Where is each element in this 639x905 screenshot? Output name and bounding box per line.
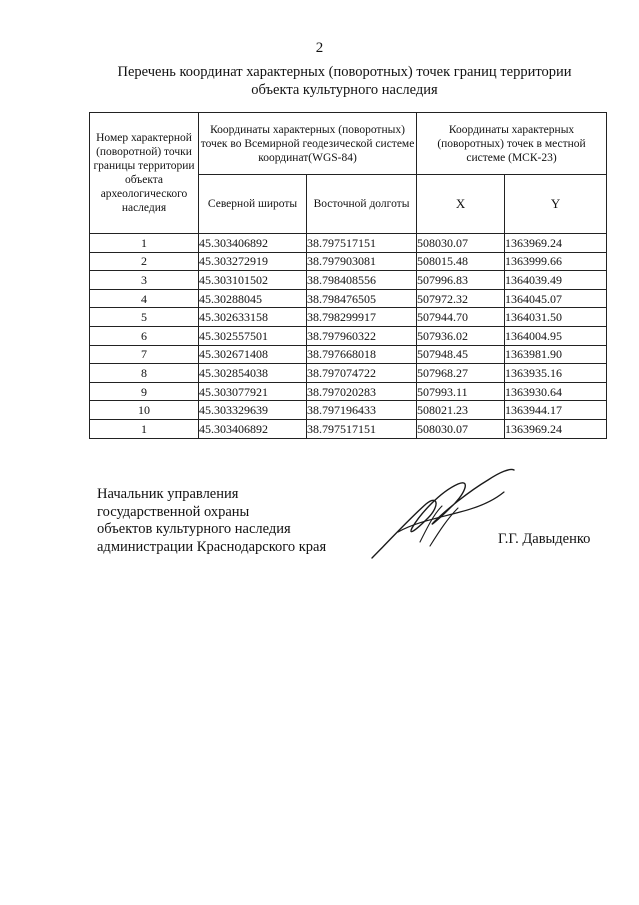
table-row [90,234,607,253]
point-number-cell: 9 [90,382,199,401]
y-cell: 1363969.24 [505,419,607,438]
point-number-cell: 8 [90,364,199,383]
signatory-position [97,486,326,556]
y-cell: 1363935.16 [505,364,607,383]
latitude-cell: 45.302854038 [199,364,307,383]
y-cell: 1363981.90 [505,345,607,364]
table-row [90,308,607,327]
x-cell: 507972.32 [417,289,505,308]
header-local-coordinates: Координаты характерных (поворотных) точек в местной системе (МСК-23) [417,113,607,175]
longitude-cell: 38.797668018 [307,345,417,364]
x-cell: 507944.70 [417,308,505,327]
x-cell: 508030.07 [417,419,505,438]
x-cell: 508015.48 [417,252,505,271]
coordinates-table [89,112,607,439]
longitude-cell: 38.797517151 [307,234,417,253]
table-row [90,326,607,345]
x-cell: 507996.83 [417,271,505,290]
latitude-cell: 45.30288045 [199,289,307,308]
longitude-cell: 38.797074722 [307,364,417,383]
latitude-cell: 45.303101502 [199,271,307,290]
signatory-position-line-3: объектов культурного наследия [97,521,291,537]
longitude-cell: 38.797960322 [307,326,417,345]
table-body [90,234,607,439]
y-cell: 1364004.95 [505,326,607,345]
latitude-cell: 45.303077921 [199,382,307,401]
y-cell: 1364045.07 [505,289,607,308]
y-cell: 1363969.24 [505,234,607,253]
document-title-line-1: Перечень координат характерных (поворотных) точек границ территории [117,64,572,80]
latitude-cell: 45.303272919 [199,252,307,271]
x-cell: 507968.27 [417,364,505,383]
longitude-cell: 38.797903081 [307,252,417,271]
x-cell: 507993.11 [417,382,505,401]
y-cell: 1363944.17 [505,401,607,420]
point-number-cell: 1 [90,419,199,438]
table-row [90,252,607,271]
y-cell: 1363930.64 [505,382,607,401]
latitude-cell: 45.302557501 [199,326,307,345]
table-row [90,382,607,401]
y-cell: 1364031.50 [505,308,607,327]
longitude-cell: 38.798408556 [307,271,417,290]
page-number: 2 [315,40,324,56]
x-cell: 507936.02 [417,326,505,345]
handwritten-signature-icon [368,462,518,562]
point-number-cell: 3 [90,271,199,290]
longitude-cell: 38.798476505 [307,289,417,308]
header-y: Y [505,175,607,234]
point-number-cell: 2 [90,252,199,271]
signer-name: Г.Г. Давыденко [498,531,591,547]
point-number-cell: 5 [90,308,199,327]
longitude-cell: 38.797020283 [307,382,417,401]
point-number-cell: 1 [90,234,199,253]
signatory-position-line-1: Начальник управления [97,486,239,502]
table-row [90,271,607,290]
y-cell: 1364039.49 [505,271,607,290]
x-cell: 508021.23 [417,401,505,420]
latitude-cell: 45.303329639 [199,401,307,420]
table-row [90,289,607,308]
y-cell: 1363999.66 [505,252,607,271]
longitude-cell: 38.797196433 [307,401,417,420]
x-cell: 507948.45 [417,345,505,364]
longitude-cell: 38.797517151 [307,419,417,438]
header-point-number: Номер характерной (поворотной) точки границы территории объекта археологического наследия [90,113,199,234]
point-number-cell: 6 [90,326,199,345]
x-cell: 508030.07 [417,234,505,253]
signatory-position-line-2: государственной охраны [97,503,250,520]
header-x: X [417,175,505,234]
point-number-cell: 4 [90,289,199,308]
point-number-cell: 7 [90,345,199,364]
latitude-cell: 45.303406892 [199,234,307,253]
header-east-longitude: Восточной долготы [307,175,417,234]
document-title [60,63,629,99]
signatory-position-line-4: администрации Краснодарского края [97,538,327,555]
table-row [90,419,607,438]
header-north-latitude: Северной широты [199,175,307,234]
table-row [90,364,607,383]
latitude-cell: 45.302633158 [199,308,307,327]
header-wgs-coordinates: Координаты характерных (поворотных) точек во Всемирной геодезической системе координат(WGS-84) [199,113,417,175]
latitude-cell: 45.303406892 [199,419,307,438]
latitude-cell: 45.302671408 [199,345,307,364]
longitude-cell: 38.798299917 [307,308,417,327]
document-title-line-2: объекта культурного наследия [251,82,438,98]
table-row [90,345,607,364]
point-number-cell: 10 [90,401,199,420]
table-row [90,401,607,420]
